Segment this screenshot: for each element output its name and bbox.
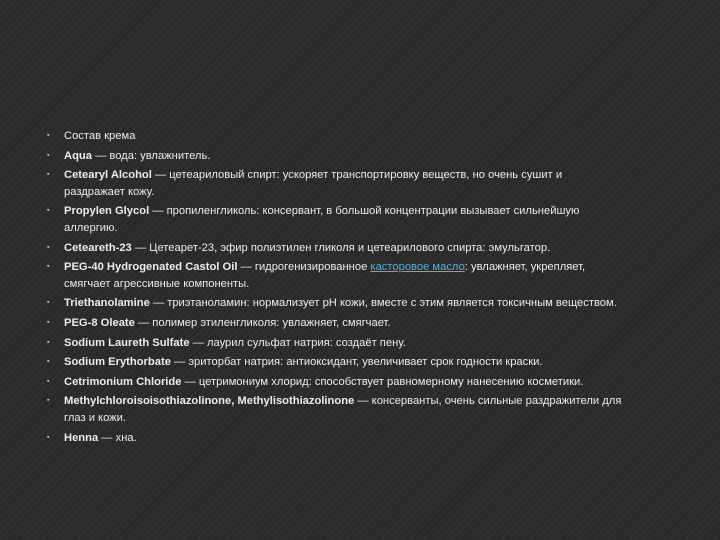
ingredient-description: — лаурил сульфат натрия: создаёт пену. (189, 336, 406, 349)
ingredient-description: — гидрогенизированное (237, 261, 371, 274)
square-bullet-icon: ▪ (47, 318, 50, 326)
ingredient-term: Sodium Laureth Sulfate (64, 336, 190, 349)
list-item (47, 354, 625, 371)
ingredient-description: — цетримониум хлорид: способствует равномерному нанесению косметики. (181, 375, 584, 388)
ingredient-description: — вода: увлажнитель. (91, 149, 211, 162)
list-item-heading (47, 128, 625, 145)
ingredient-term: Cetrimonium Chloride (64, 375, 182, 388)
list-item (47, 167, 625, 200)
list-item (47, 315, 625, 332)
square-bullet-icon: ▪ (47, 207, 50, 215)
ingredient-term: Sodium Erythorbate (64, 356, 171, 369)
ingredient-description: — хна. (98, 431, 137, 444)
square-bullet-icon: ▪ (47, 132, 50, 139)
list-item (47, 393, 625, 426)
ingredient-term: Cetearyl Alcohol (64, 169, 152, 182)
ingredient-term: Propylen Glycol (64, 205, 150, 218)
ingredient-term: PEG-8 Oleate (64, 316, 135, 329)
ingredient-term: Aqua (64, 149, 92, 162)
list-item (47, 295, 625, 312)
square-bullet-icon: ▪ (47, 171, 50, 179)
ingredient-description: — эриторбат натрия: антиоксидант, увеличивает срок годности краски. (170, 356, 543, 369)
castor-oil-link[interactable]: касторовое масло (370, 261, 465, 274)
square-bullet-icon: ▪ (47, 243, 50, 251)
square-bullet-icon: ▪ (47, 263, 50, 271)
ingredient-description: — триэтаноламин: нормализует pH кожи, вместе с этим является токсичным веществом. (149, 297, 617, 310)
ingredient-term: PEG-40 Hydrogenated Castol Oil (64, 261, 238, 274)
ingredient-description: : увлажняет, укрепляет, смягчает агрессивные компоненты. (64, 261, 586, 290)
ingredient-description: — пропиленгликоль: консервант, в большой концентрации вызывает сильнейшую аллергию. (64, 205, 580, 234)
ingredient-list (47, 128, 625, 446)
list-item (47, 148, 625, 165)
item-text: Состав крема (64, 130, 136, 142)
ingredient-term: Methylchloroisoisothiazolinone, Methylisothiazolinone (64, 395, 355, 408)
square-bullet-icon: ▪ (47, 397, 50, 405)
ingredient-description: — консерванты, очень сильные раздражители для глаз и кожи. (64, 395, 622, 424)
square-bullet-icon: ▪ (47, 338, 50, 346)
square-bullet-icon: ▪ (47, 377, 50, 385)
ingredient-description: — цетеариловый спирт: ускоряет транспортировку веществ, но очень сушит и раздражает кожу. (64, 169, 563, 198)
square-bullet-icon: ▪ (47, 433, 50, 441)
ingredient-term: Triethanolamine (64, 297, 150, 310)
ingredient-description: — полимер этиленгликоля: увлажняет, смягчает. (134, 316, 391, 329)
list-item (47, 430, 625, 447)
list-item (47, 203, 625, 236)
slide-content (47, 128, 625, 449)
ingredient-term: Henna (64, 431, 99, 444)
square-bullet-icon: ▪ (47, 151, 50, 159)
square-bullet-icon: ▪ (47, 358, 50, 366)
list-item (47, 374, 625, 391)
ingredient-term: Ceteareth-23 (64, 241, 132, 254)
ingredient-description: — Цетеарет-23, эфир полиэтилен гликоля и цетеарилового спирта: эмульгатор. (131, 241, 551, 254)
list-item (47, 240, 625, 257)
list-item (47, 335, 625, 352)
list-item (47, 259, 625, 292)
square-bullet-icon: ▪ (47, 299, 50, 307)
